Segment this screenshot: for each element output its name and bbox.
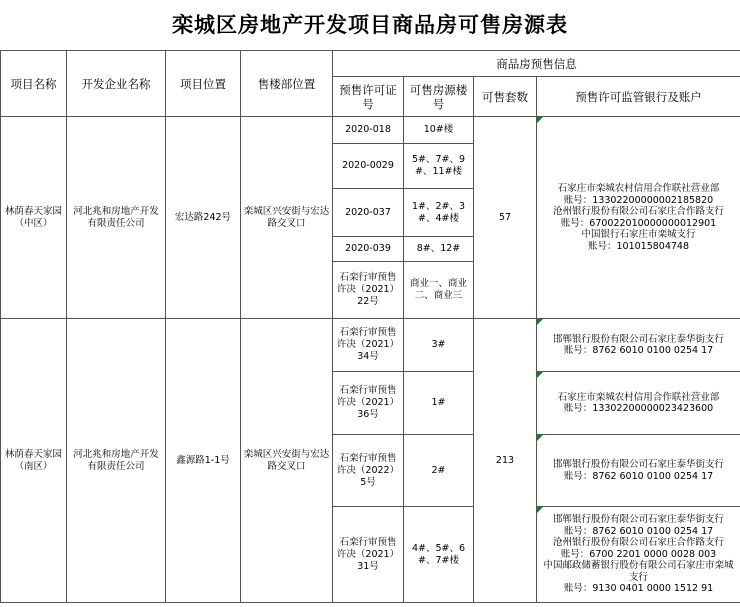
permit-cell: 石栾行审预售许决（2022）5号 (333, 435, 404, 507)
location-cell: 鑫源路1-1号 (166, 319, 241, 603)
bank-line: 石家庄市栾城农村信用合作联社营业部 (557, 183, 720, 194)
bank-line: 账号：9130 0401 0000 1512 91 (563, 583, 714, 595)
permit-cell: 2020-039 (333, 237, 404, 262)
permit-cell: 2020-018 (333, 117, 404, 144)
sales-office-cell: 栾城区兴安街与宏达路交叉口 (241, 319, 333, 603)
bank-cell (537, 507, 740, 603)
col-project-name: 项目名称 (1, 51, 67, 117)
buildings-cell: 5#、7#、9#、11#楼 (404, 144, 474, 189)
bank-line: 沧州银行股份有限公司石家庄合作路支行 (552, 537, 724, 549)
buildings-cell: 2# (404, 435, 474, 507)
bank-line: 账号：101015804748 (587, 240, 690, 252)
bank-line: 账号：13302200000023423600 (563, 403, 714, 414)
bank-line: 石家庄市栾城农村信用合作联社营业部 (557, 391, 720, 403)
buildings-cell: 10#楼 (404, 117, 474, 144)
bank-line: 邯郸银行股份有限公司石家庄泰华街支行 (552, 333, 724, 345)
bank-line: 账号：8762 6010 0100 0254 17 (563, 525, 714, 537)
comment-marker-icon (537, 319, 543, 325)
project-name-cell: 林荫春天家园（中区） (1, 117, 67, 319)
permit-cell: 石栾行审预售许决（2021）31号 (333, 507, 404, 603)
buildings-cell: 8#、12# (404, 237, 474, 262)
developer-cell: 河北兆和房地产开发有限责任公司 (67, 319, 166, 603)
bank-cell (537, 117, 740, 319)
table-row (1, 117, 740, 144)
permit-cell: 石栾行审预售许决（2021）34号 (333, 319, 404, 372)
col-bank: 预售许可监管银行及账户 (537, 77, 740, 117)
permit-cell: 石栾行审预售许决（2021）36号 (333, 372, 404, 435)
col-location: 项目位置 (166, 51, 241, 117)
col-units: 可售套数 (474, 77, 537, 117)
header-row (1, 51, 740, 77)
col-buildings: 可售房源楼号 (404, 77, 474, 117)
bank-line: 邯郸银行股份有限公司石家庄泰华街支行 (552, 459, 724, 470)
bank-line: 中国邮政储蓄银行股份有限公司石家庄市栾城支行 (543, 560, 734, 583)
buildings-cell: 1# (404, 372, 474, 435)
presale-table (0, 50, 740, 603)
units-cell: 57 (474, 117, 537, 319)
bank-line: 账号：6700 2201 0000 0028 003 (560, 548, 717, 560)
project-name-cell: 林荫春天家园（南区） (1, 319, 67, 603)
col-presale-group: 商品房预售信息 (333, 51, 740, 77)
bank-line: 账号：670022010000000012901 (560, 217, 717, 229)
buildings-cell: 1#、2#、3#、4#楼 (404, 189, 474, 237)
bank-line: 邯郸银行股份有限公司石家庄泰华街支行 (552, 514, 724, 526)
comment-marker-icon (537, 435, 543, 441)
bank-line: 沧州银行股份有限公司石家庄合作路支行 (552, 206, 724, 217)
location-cell: 宏达路242号 (166, 117, 241, 319)
permit-cell: 石栾行审预售许决（2021）22号 (333, 262, 404, 319)
comment-marker-icon (537, 507, 543, 513)
bank-cell (537, 372, 740, 435)
page-title: 栾城区房地产开发项目商品房可售房源表 (172, 13, 568, 37)
permit-cell: 2020-037 (333, 189, 404, 237)
bank-line: 中国银行石家庄市栾城支行 (581, 229, 696, 240)
col-permit-no: 预售许可证号 (333, 77, 404, 117)
comment-marker-icon (537, 117, 543, 123)
buildings-cell: 3# (404, 319, 474, 372)
buildings-cell: 商业一、商业二、商业三 (404, 262, 474, 319)
bank-cell (537, 319, 740, 372)
units-cell: 213 (474, 319, 537, 603)
bank-line: 账号：13302200000002185820 (563, 194, 714, 206)
table-row (1, 319, 740, 372)
developer-cell: 河北兆和房地产开发有限责任公司 (67, 117, 166, 319)
col-sales-office: 售楼部位置 (241, 51, 333, 117)
permit-cell: 2020-0029 (333, 144, 404, 189)
bank-cell (537, 435, 740, 507)
sales-office-cell: 栾城区兴安街与宏达路交叉口 (241, 117, 333, 319)
buildings-cell: 4#、5#、6#、7#楼 (404, 507, 474, 603)
col-developer: 开发企业名称 (67, 51, 166, 117)
bank-line: 账号：8762 6010 0100 0254 17 (563, 345, 714, 356)
comment-marker-icon (537, 372, 543, 378)
bank-line: 账号：8762 6010 0100 0254 17 (563, 470, 714, 482)
